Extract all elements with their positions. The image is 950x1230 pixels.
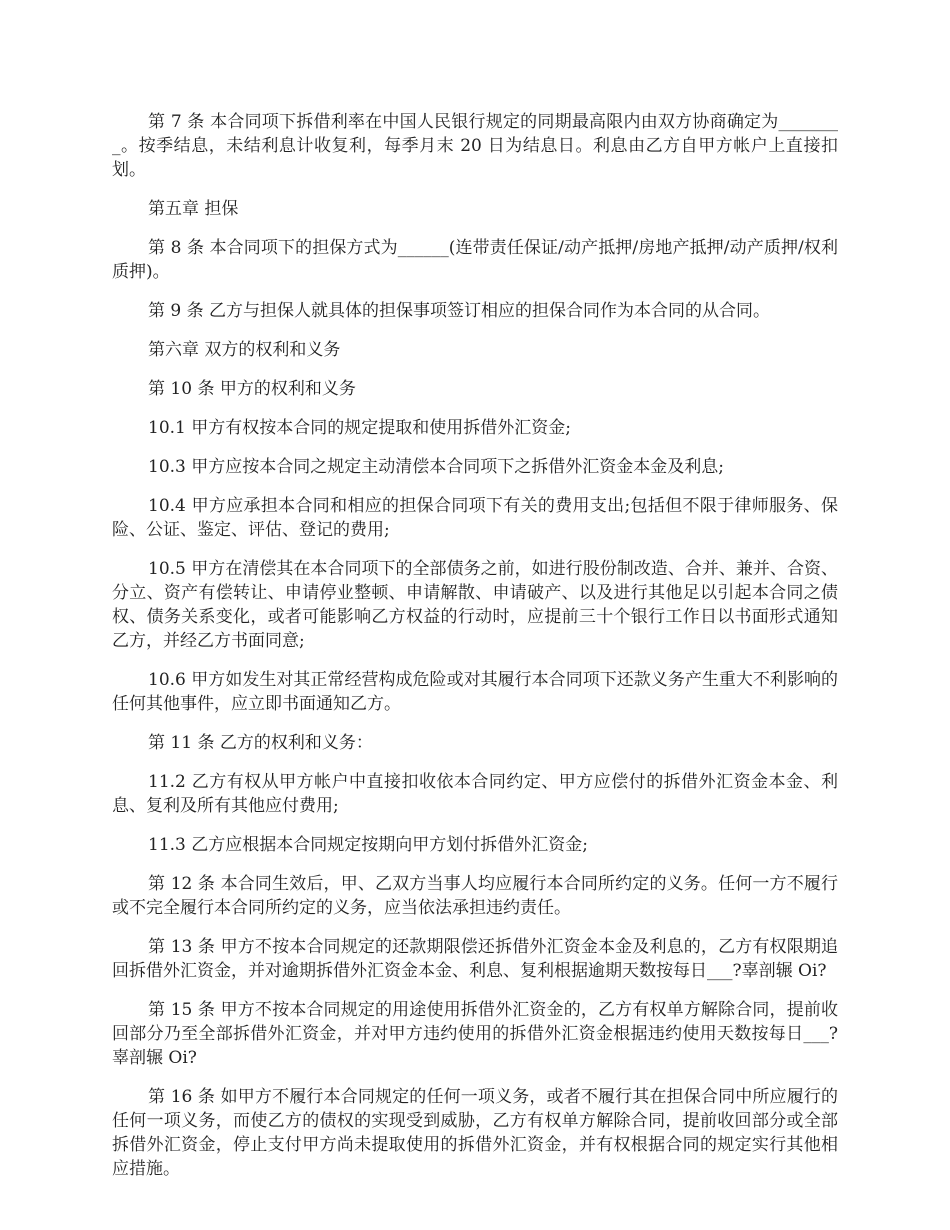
chapter-6-heading: 第六章 双方的权利和义务 (148, 340, 341, 360)
clause-10-3-paragraph: 10.3 甲方应按本合同之规定主动清偿本合同项下之拆借外汇资金本金及利息; (148, 457, 724, 477)
clause-10-1-paragraph: 10.1 甲方有权按本合同的规定提取和使用拆借外汇资金; (148, 418, 571, 438)
article-16-paragraph: 第 16 条 如甲方不履行本合同规定的任何一项义务，或者不履行其在担保合同中所应履行的任何一项义务，而使乙方的债权的实现受到威胁，乙方有权单方解除合同，提前收回部分或全部拆借外汇资金，停止支付甲方尚未提取使用的拆借外汇资金，并有权根据合同的规定实行其他相应措施。 (112, 1087, 838, 1179)
article-12-paragraph: 第 12 条 本合同生效后，甲、乙双方当事人均应履行本合同所约定的义务。任何一方不履行或不完全履行本合同所约定的义务，应当依法承担违约责任。 (112, 874, 838, 918)
article-15-paragraph: 第 15 条 甲方不按本合同规定的用途使用拆借外汇资金的，乙方有权单方解除合同，提前收回部分乃至全部拆借外汇资金，并对甲方违约使用的拆借外汇资金根据违约使用天数按每日___?辜剖辗 Oi? (112, 1000, 838, 1068)
clause-11-3-paragraph: 11.3 乙方应根据本合同规定按期向甲方划付拆借外汇资金; (148, 835, 588, 855)
article-11-heading: 第 11 条 乙方的权利和义务： (148, 733, 373, 753)
clause-11-2-paragraph: 11.2 乙方有权从甲方帐户中直接扣收依本合同约定、甲方应偿付的拆借外汇资金本金、利息、复利及所有其他应付费用; (112, 772, 838, 816)
article-7-paragraph: 第 7 条 本合同项下拆借利率在中国人民银行规定的同期最高限内由双方协商确定为________。按季结息，未结利息计收复利，每季月末 20 日为结息日。利息由乙方自甲方帐户上直接扣划。 (112, 112, 838, 180)
clause-10-5-paragraph: 10.5 甲方在清偿其在本合同项下的全部债务之前，如进行股份制改造、合并、兼并、合资、分立、资产有偿转让、申请停业整顿、申请解散、申请破产、以及进行其他足以引起本合同之债权、债务关系变化，或者可能影响乙方权益的行动时，应提前三十个银行工作日以书面形式通知乙方，并经乙方书面同意; (112, 559, 838, 651)
article-8-paragraph: 第 8 条 本合同项下的担保方式为______(连带责任保证/动产抵押/房地产抵押/动产质押/权利质押)。 (112, 238, 838, 282)
article-9-paragraph: 第 9 条 乙方与担保人就具体的担保事项签订相应的担保合同作为本合同的从合同。 (148, 301, 771, 321)
clause-10-4-paragraph: 10.4 甲方应承担本合同和相应的担保合同项下有关的费用支出;包括但不限于律师服务、保险、公证、鉴定、评估、登记的费用; (112, 496, 838, 540)
chapter-5-heading: 第五章 担保 (148, 199, 239, 219)
article-10-heading: 第 10 条 甲方的权利和义务 (148, 379, 356, 399)
clause-10-6-paragraph: 10.6 甲方如发生对其正常经营构成危险或对其履行本合同项下还款义务产生重大不利影响的任何其他事件，应立即书面通知乙方。 (112, 670, 838, 714)
article-13-paragraph: 第 13 条 甲方不按本合同规定的还款期限偿还拆借外汇资金本金及利息的，乙方有权限期追回拆借外汇资金，并对逾期拆借外汇资金本金、利息、复利根据逾期天数按每日___?辜剖辗 Oi? (112, 937, 838, 981)
